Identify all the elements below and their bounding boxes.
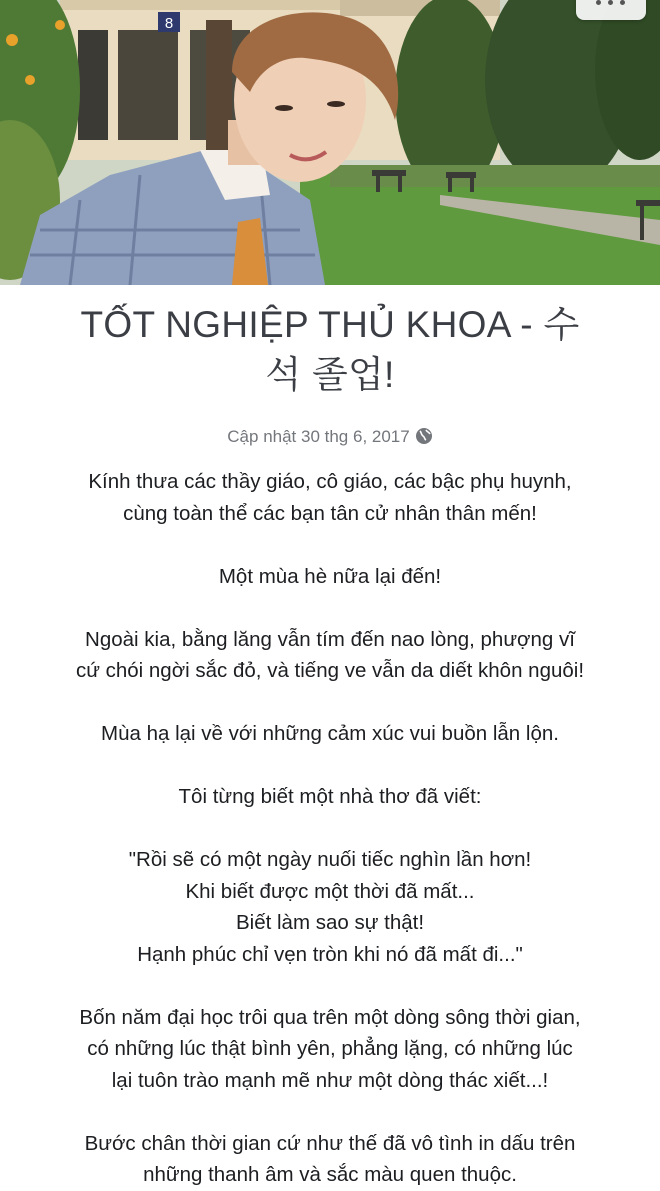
cover-photo-image: [0, 0, 660, 285]
post-paragraph: [20, 561, 640, 593]
paragraph-line: những thanh âm và sắc màu quen thuộc.: [143, 1163, 517, 1186]
post-paragraph: [20, 718, 640, 750]
building-number-label: 8: [164, 15, 174, 32]
paragraph-line: Bốn năm đại học trôi qua trên một dòng sông thời gian,: [79, 1005, 581, 1029]
post-paragraph: [20, 1002, 640, 1097]
post-title-line: TỐT NGHIỆP THỦ KHOA - 수: [80, 304, 580, 345]
cover-photo: [0, 0, 660, 285]
post-paragraph: [20, 781, 640, 813]
post-title-line: 석 졸업!: [265, 354, 395, 395]
more-dot: [620, 0, 625, 5]
paragraph-line: lại tuôn trào mạnh mẽ như một dòng thác xiết...!: [111, 1068, 549, 1092]
paragraph-line: Một mùa hè nữa lại đến!: [218, 564, 442, 588]
post-body: [20, 466, 640, 1191]
paragraph-line: Kính thưa các thầy giáo, cô giáo, các bậc phụ huynh,: [88, 470, 572, 493]
paragraph-line: Bước chân thời gian cứ như thế đã vô tình in dấu trên: [84, 1131, 576, 1155]
globe-icon[interactable]: [415, 427, 433, 453]
post-meta: [0, 424, 660, 453]
more-options-button[interactable]: [576, 0, 646, 20]
paragraph-line: "Rồi sẽ có một ngày nuối tiếc nghìn lần hơn!: [128, 848, 532, 871]
paragraph-line: có những lúc thật bình yên, phẳng lặng, có những lúc: [87, 1037, 573, 1060]
more-dot: [608, 0, 613, 5]
paragraph-line: Biết làm sao sự thật!: [235, 911, 425, 934]
post-title: [20, 300, 640, 400]
post-paragraph: [20, 844, 640, 970]
more-dot: [596, 0, 601, 5]
post-paragraph: [20, 624, 640, 687]
updated-date: Cập nhật 30 thg 6, 2017: [227, 427, 410, 446]
paragraph-line: cùng toàn thể các bạn tân cử nhân thân mến!: [123, 501, 537, 525]
paragraph-line: Ngoài kia, bằng lăng vẫn tím đến nao lòng, phượng vĩ: [85, 627, 575, 651]
post-paragraph: [20, 1128, 640, 1191]
paragraph-line: cứ chói ngời sắc đỏ, và tiếng ve vẫn da diết khôn nguôi!: [75, 659, 585, 682]
paragraph-line: Hạnh phúc chỉ vẹn tròn khi nó đã mất đi...": [137, 942, 523, 966]
post-paragraph: [20, 466, 640, 529]
paragraph-line: Khi biết được một thời đã mất...: [185, 879, 475, 903]
paragraph-line: Mùa hạ lại về với những cảm xúc vui buồn lẫn lộn.: [101, 722, 559, 745]
paragraph-line: Tôi từng biết một nhà thơ đã viết:: [178, 785, 482, 808]
